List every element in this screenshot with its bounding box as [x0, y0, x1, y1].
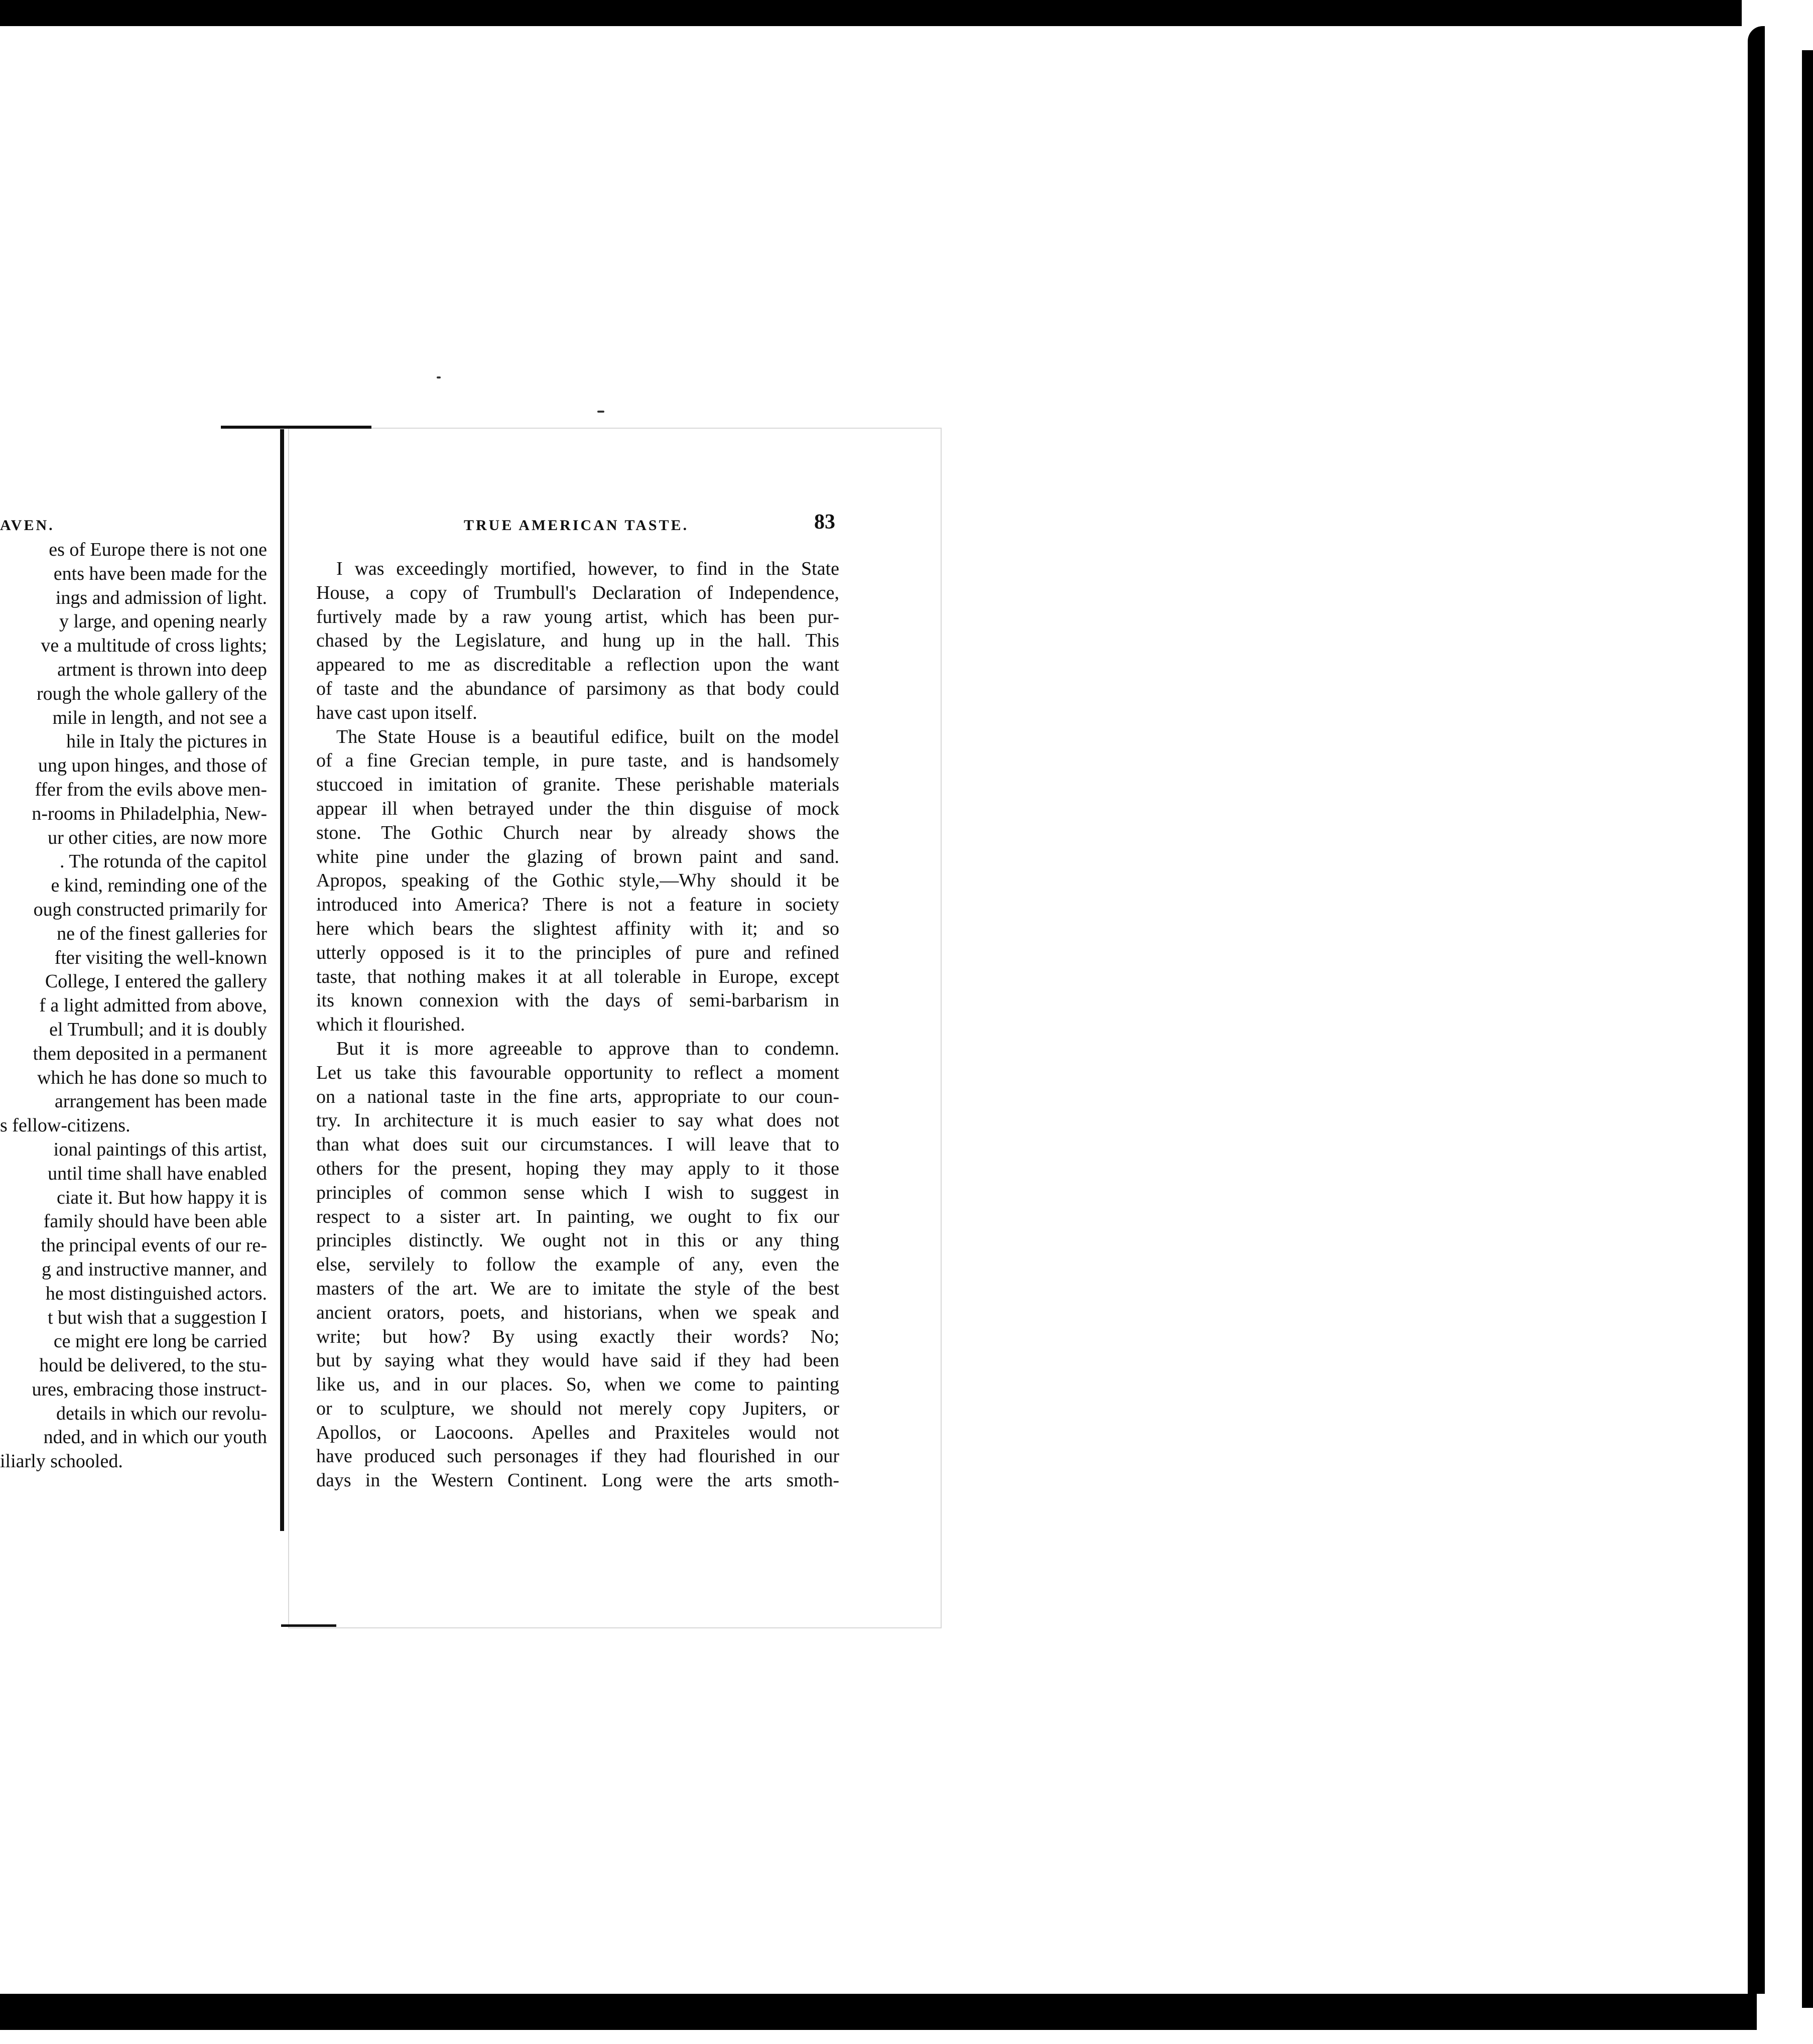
- text-line: write; but how? By using exactly their words? No;: [316, 1326, 839, 1347]
- text-line: iliarly schooled.: [0, 1451, 123, 1472]
- text-line: ciate it. But how happy it is: [56, 1187, 267, 1208]
- text-line: House, a copy of Trumbull's Declaration of Independence,: [316, 582, 839, 603]
- text-line: es of Europe there is not one: [49, 539, 267, 560]
- text-line: appeared to me as discreditable a reflection upon the want: [316, 654, 839, 676]
- text-line: el Trumbull; and it is doubly: [49, 1018, 267, 1040]
- text-line: hould be delivered, to the stu-: [39, 1355, 267, 1376]
- text-line: else, servilely to follow the example of any, even the: [316, 1254, 839, 1275]
- text-line: he most distinguished actors.: [45, 1283, 267, 1304]
- paragraph-first-line: But it is more agreeable to approve than to condemn.: [336, 1038, 839, 1059]
- text-line: principles distinctly. We ought not in this or any thing: [316, 1230, 839, 1251]
- text-line: the principal events of our re-: [41, 1235, 267, 1256]
- scan-border-bottom: [0, 1994, 1757, 2030]
- paragraph-first-line: I was exceedingly mortified, however, to find in the State: [336, 558, 839, 579]
- gutter-rule-top: [221, 426, 371, 429]
- text-line: ures, embracing those instruct-: [32, 1378, 267, 1400]
- page-number: 83: [814, 510, 835, 534]
- text-line: details in which our revolu-: [56, 1402, 267, 1424]
- text-line: introduced into America? There is not a feature in society: [316, 894, 839, 916]
- text-line: have produced such personages if they had flourished in our: [316, 1446, 839, 1467]
- text-line: like us, and in our places. So, when we come to painting: [316, 1374, 839, 1395]
- text-line: masters of the art. We are to imitate the style of the best: [316, 1278, 839, 1299]
- text-line: stuccoed in imitation of granite. These perishable materials: [316, 774, 839, 796]
- text-line: f a light admitted from above,: [39, 995, 267, 1016]
- text-line: ings and admission of light.: [55, 587, 267, 608]
- text-line: College, I entered the gallery: [45, 971, 267, 992]
- text-line: but by saying what they would have said if they had been: [316, 1350, 839, 1371]
- paragraph-last-line: which it flourished.: [316, 1014, 465, 1036]
- text-line: days in the Western Continent. Long were the arts smoth-: [316, 1470, 839, 1491]
- text-line: or to sculpture, we should not merely copy Jupiters, or: [316, 1397, 839, 1419]
- text-line: nded, and in which our youth: [43, 1427, 267, 1448]
- text-line: e kind, reminding one of the: [51, 875, 267, 897]
- text-line: t but wish that a suggestion I: [48, 1307, 267, 1328]
- text-line: Apollos, or Laocoons. Apelles and Praxiteles would not: [316, 1422, 839, 1443]
- text-line: fter visiting the well-known: [54, 947, 267, 968]
- scan-border-far-right: [1802, 50, 1813, 2008]
- page-gutter: [280, 429, 284, 1531]
- text-line: family should have been able: [43, 1211, 267, 1232]
- text-line: mile in length, and not see a: [52, 707, 267, 728]
- text-line: ve a multitude of cross lights;: [41, 635, 267, 657]
- scan-border-top: [0, 0, 1742, 26]
- text-line: appear ill when betrayed under the thin disguise of mock: [316, 798, 839, 819]
- text-line: ough constructed primarily for: [33, 899, 267, 920]
- text-line: them deposited in a permanent: [33, 1043, 267, 1064]
- text-line: ne of the finest galleries for: [57, 923, 267, 944]
- text-line: y large, and opening nearly: [59, 611, 267, 632]
- text-line: . The rotunda of the capitol: [60, 851, 267, 872]
- text-line: rough the whole gallery of the: [36, 683, 267, 704]
- text-line: Apropos, speaking of the Gothic style,—Why should it be: [316, 870, 839, 891]
- text-line: ancient orators, poets, and historians, when we speak and: [316, 1302, 839, 1323]
- text-line: than what does suit our circumstances. I will leave that to: [316, 1134, 839, 1156]
- text-line: artment is thrown into deep: [57, 659, 267, 680]
- speck-mark: [597, 411, 604, 413]
- text-line: principles of common sense which I wish to suggest in: [316, 1182, 839, 1203]
- text-line: which he has done so much to: [37, 1067, 267, 1088]
- text-line: here which bears the slightest affinity with it; and so: [316, 918, 839, 939]
- text-line: utterly opposed is it to the principles of pure and refined: [316, 942, 839, 963]
- text-line: ffer from the evils above men-: [35, 779, 267, 800]
- text-line: respect to a sister art. In painting, we ought to fix our: [316, 1206, 839, 1227]
- text-line: arrangement has been made: [54, 1091, 267, 1112]
- text-line: ce might ere long be carried: [53, 1331, 267, 1352]
- text-line: of taste and the abundance of parsimony as that body could: [316, 678, 839, 699]
- right-page-text: [316, 557, 839, 1493]
- text-line: s fellow-citizens.: [0, 1115, 131, 1136]
- text-line: n-rooms in Philadelphia, New-: [32, 803, 267, 824]
- text-line: try. In architecture it is much easier to say what does not: [316, 1110, 839, 1131]
- scan-border-right: [1748, 26, 1765, 1994]
- text-line: ents have been made for the: [53, 563, 267, 584]
- text-line: ung upon hinges, and those of: [38, 755, 267, 777]
- left-running-head: AVEN.: [0, 517, 55, 534]
- text-line: ur other cities, are now more: [48, 827, 267, 848]
- text-line: until time shall have enabled: [48, 1163, 267, 1184]
- text-line: hile in Italy the pictures in: [66, 731, 267, 752]
- text-line: Let us take this favourable opportunity to reflect a moment: [316, 1062, 839, 1083]
- paragraph-last-line: have cast upon itself.: [316, 702, 477, 723]
- text-line: chased by the Legislature, and hung up in the hall. This: [316, 630, 839, 652]
- text-line: furtively made by a raw young artist, which has been pur-: [316, 606, 839, 627]
- text-line: others for the present, hoping they may apply to it those: [316, 1158, 839, 1179]
- speck-mark: [437, 376, 441, 378]
- left-page-text: [0, 538, 267, 1474]
- text-line: of a fine Grecian temple, in pure taste, and is handsomely: [316, 750, 839, 772]
- text-line: stone. The Gothic Church near by already shows the: [316, 822, 839, 843]
- text-line: ional paintings of this artist,: [53, 1138, 267, 1160]
- paragraph-first-line: The State House is a beautiful edifice, built on the model: [336, 726, 839, 747]
- text-line: white pine under the glazing of brown paint and sand.: [316, 846, 839, 867]
- text-line: its known connexion with the days of semi-barbarism in: [316, 990, 839, 1011]
- text-line: on a national taste in the fine arts, appropriate to our coun-: [316, 1086, 839, 1107]
- text-line: g and instructive manner, and: [41, 1258, 267, 1280]
- gutter-rule-bottom: [281, 1624, 336, 1627]
- text-line: taste, that nothing makes it at all tolerable in Europe, except: [316, 966, 839, 987]
- right-running-head: TRUE AMERICAN TASTE.: [464, 517, 689, 534]
